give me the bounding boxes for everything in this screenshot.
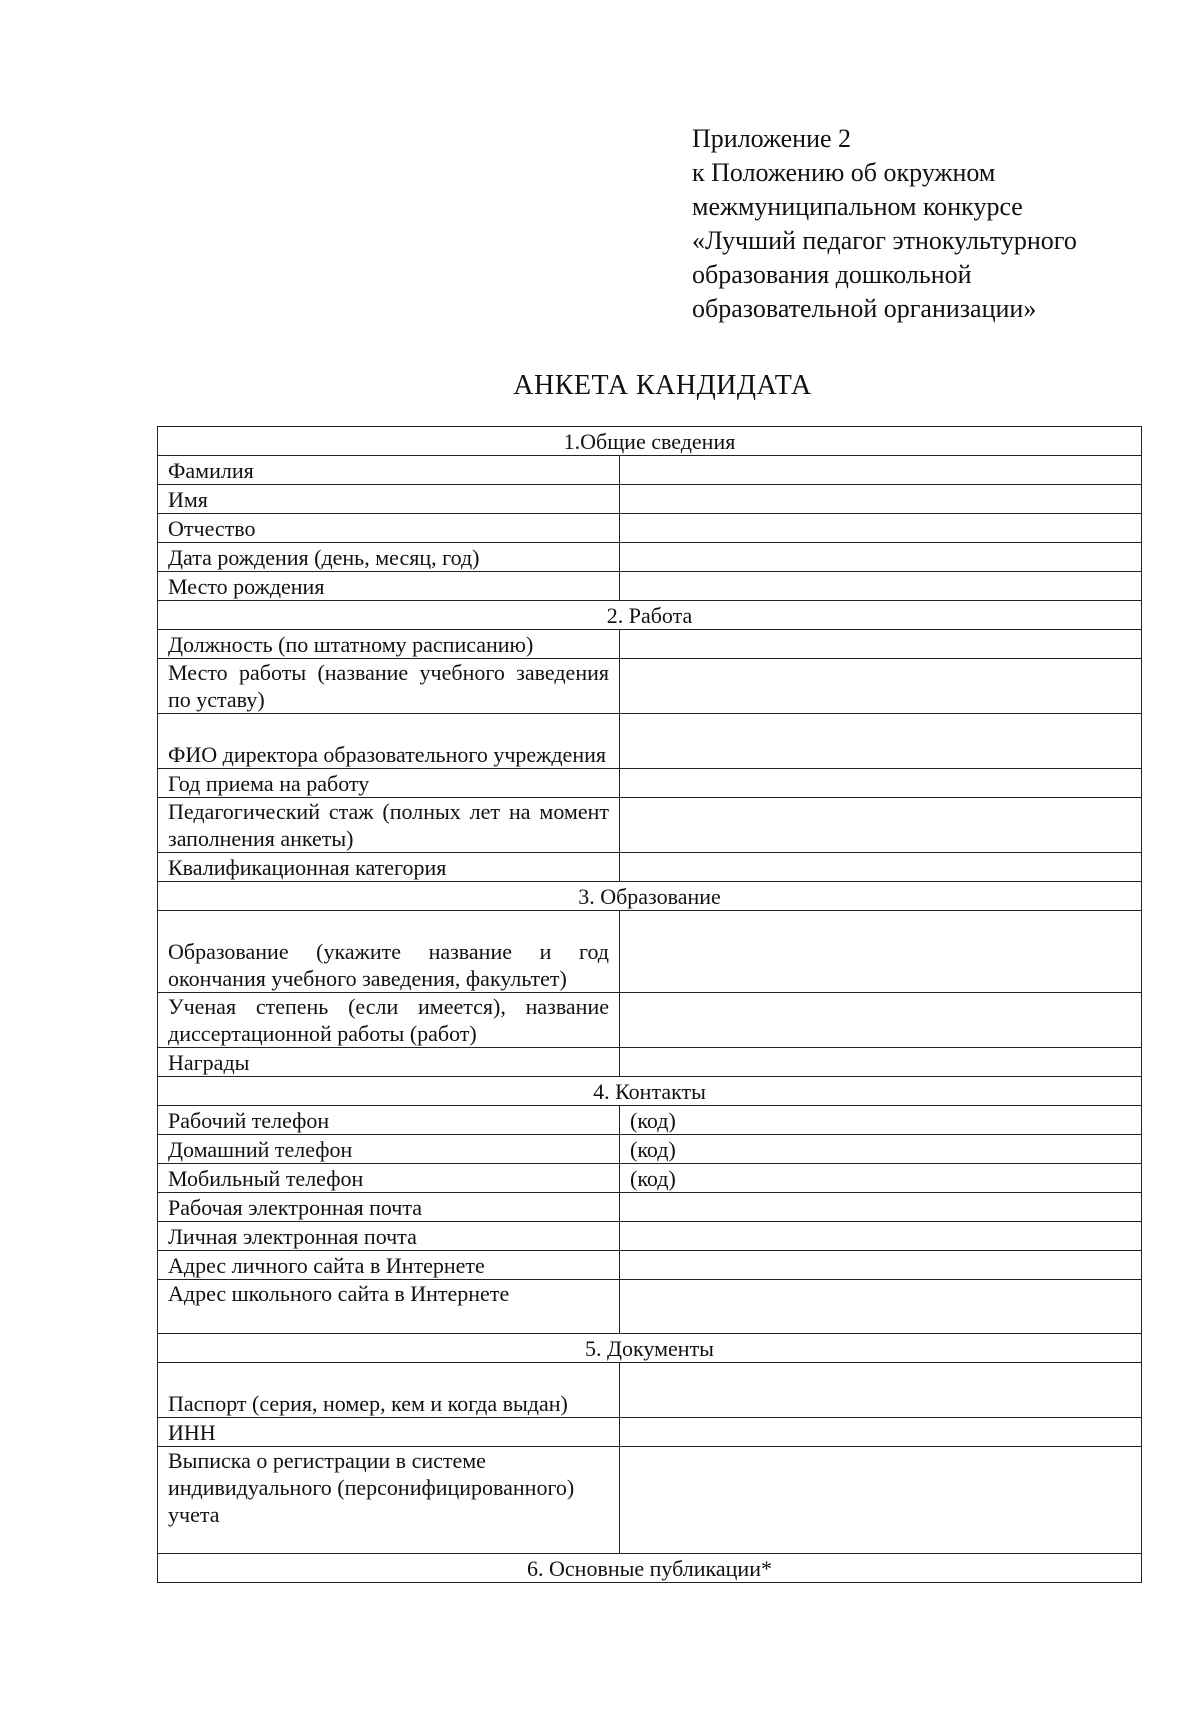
field-label-pension-registration: Выписка о регистрации в системе индивидуального (персонифицированного) учета [158,1447,620,1554]
field-label-teaching-experience: Педагогический стаж (полных лет на момент заполнения анкеты) [158,798,620,853]
field-label-personal-website: Адрес личного сайта в Интернете [158,1251,620,1280]
field-value-work-email[interactable] [620,1193,1142,1222]
section-heading-education: 3. Образование [158,882,1142,911]
field-label-home-phone: Домашний телефон [158,1135,620,1164]
appendix-line: к Положению об окружном [692,158,996,187]
field-value-academic-degree[interactable] [620,993,1142,1048]
field-label-awards: Награды [158,1048,620,1077]
field-value-personal-email[interactable] [620,1222,1142,1251]
field-value-position[interactable] [620,630,1142,659]
field-value-director-name[interactable] [620,714,1142,769]
field-value-first-name[interactable] [620,485,1142,514]
phone-code-hint: (код) [630,1137,676,1162]
field-value-teaching-experience[interactable] [620,798,1142,853]
field-value-inn[interactable] [620,1418,1142,1447]
field-label-birth-place: Место рождения [158,572,620,601]
field-label-work-phone: Рабочий телефон [158,1106,620,1135]
field-value-birth-place[interactable] [620,572,1142,601]
appendix-line: образовательной организации» [692,294,1037,323]
field-label-school-website: Адрес школьного сайта в Интернете [158,1280,620,1334]
field-label-patronymic: Отчество [158,514,620,543]
appendix-line: «Лучший педагог этнокультурного [692,226,1077,255]
phone-code-hint: (код) [630,1108,676,1133]
candidate-form-table [157,426,1142,1583]
section-heading-contacts: 4. Контакты [158,1077,1142,1106]
phone-code-hint: (код) [630,1166,676,1191]
field-value-birth-date[interactable] [620,543,1142,572]
field-label-birth-date: Дата рождения (день, месяц, год) [158,543,620,572]
field-value-qualification-category[interactable] [620,853,1142,882]
field-label-workplace: Место работы (название учебного заведения по уставу) [158,659,620,714]
field-label-director-name: ФИО директора образовательного учреждения [158,714,620,769]
field-label-work-email: Рабочая электронная почта [158,1193,620,1222]
field-value-pension-registration[interactable] [620,1447,1142,1554]
field-value-workplace[interactable] [620,659,1142,714]
document-title: АНКЕТА КАНДИДАТА [513,370,812,401]
field-value-awards[interactable] [620,1048,1142,1077]
field-label-hire-year: Год приема на работу [158,769,620,798]
field-value-home-phone[interactable] [620,1135,1142,1164]
appendix-line: образования дошкольной [692,260,972,289]
field-value-work-phone[interactable] [620,1106,1142,1135]
section-heading-publications: 6. Основные публикации* [158,1554,1142,1583]
field-value-patronymic[interactable] [620,514,1142,543]
appendix-line: межмуниципальном конкурсе [692,192,1023,221]
section-heading-documents: 5. Документы [158,1334,1142,1363]
field-value-school-website[interactable] [620,1280,1142,1334]
field-label-first-name: Имя [158,485,620,514]
appendix-header [692,122,1162,326]
appendix-line: Приложение 2 [692,124,852,153]
field-label-qualification-category: Квалификационная категория [158,853,620,882]
field-value-mobile-phone[interactable] [620,1164,1142,1193]
field-label-inn: ИНН [158,1418,620,1447]
field-value-passport[interactable] [620,1363,1142,1418]
field-label-mobile-phone: Мобильный телефон [158,1164,620,1193]
field-label-position: Должность (по штатному расписанию) [158,630,620,659]
field-label-passport: Паспорт (серия, номер, кем и когда выдан) [158,1363,620,1418]
section-heading-work: 2. Работа [158,601,1142,630]
field-value-hire-year[interactable] [620,769,1142,798]
field-value-last-name[interactable] [620,456,1142,485]
field-label-last-name: Фамилия [158,456,620,485]
field-label-academic-degree: Ученая степень (если имеется), название диссертационной работы (работ) [158,993,620,1048]
field-value-education[interactable] [620,911,1142,993]
field-value-personal-website[interactable] [620,1251,1142,1280]
field-label-personal-email: Личная электронная почта [158,1222,620,1251]
section-heading-general: 1.Общие сведения [158,427,1142,456]
field-label-education: Образование (укажите название и год окончания учебного заведения, факультет) [158,911,620,993]
